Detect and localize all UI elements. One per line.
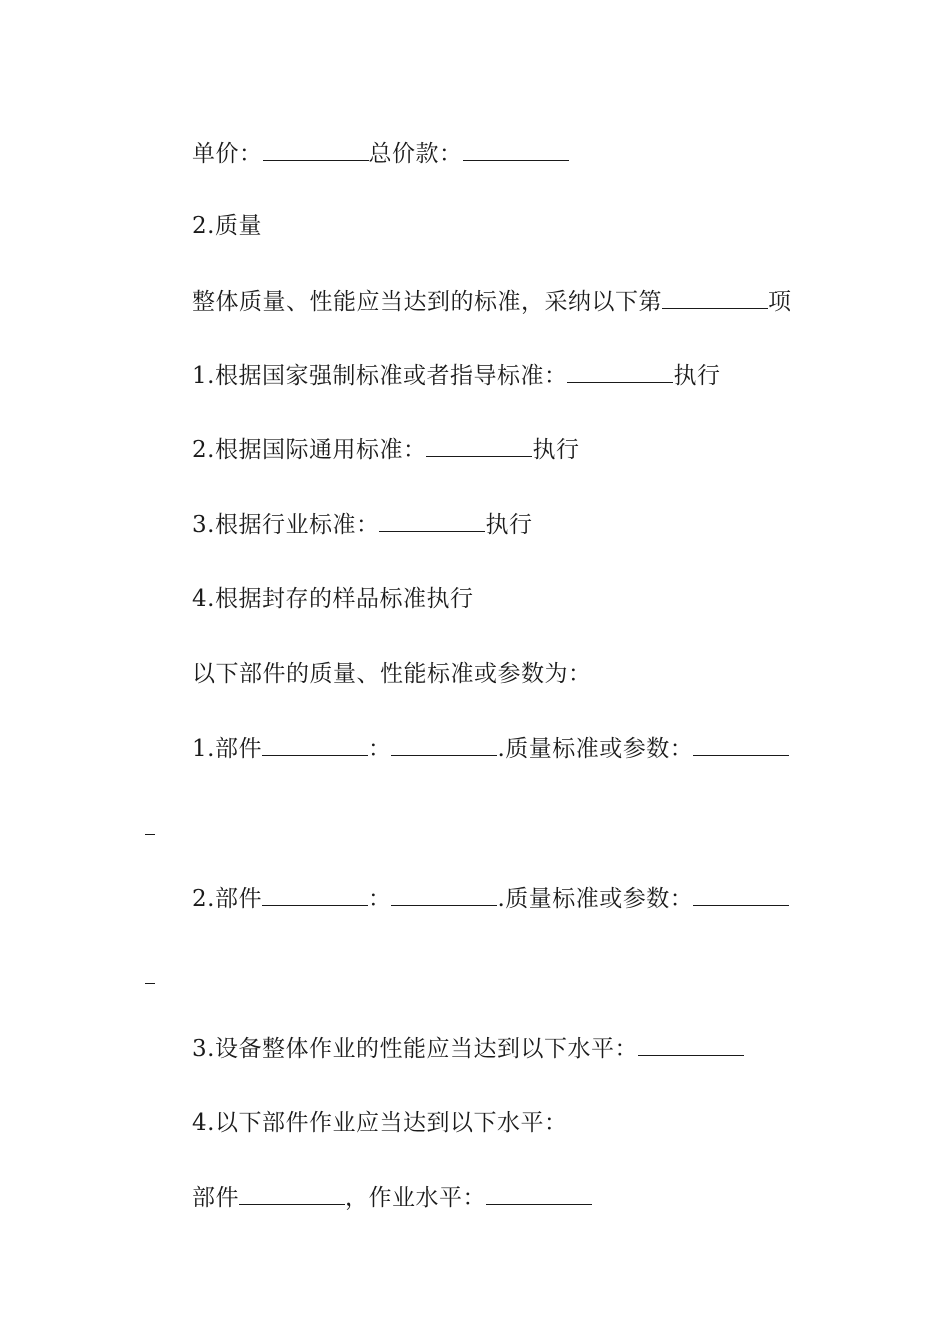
part-2-wrap-underline [145,983,155,984]
part-2-line [192,883,789,914]
industry-standard-blank [379,509,485,532]
part-level-line [192,1182,592,1213]
sample-standard-line [192,584,473,614]
total-price-blank [463,138,569,161]
international-standard-line [192,434,579,465]
national-standard-line [192,360,720,391]
part-1-colon: ： [367,736,392,762]
part-2-param-label: .质量标准或参数： [497,886,694,912]
part-1-wrap-underline [145,834,155,835]
part-2-param-blank [693,883,789,906]
part-2-name-blank [262,883,368,906]
standard-choice-line [192,286,792,317]
part-2-label: 2.部件 [192,886,262,912]
parts-intro-text: 以下部件的质量、性能标准或参数为： [192,661,592,687]
national-standard-suffix: 执行 [673,363,721,389]
standard-choice-blank [662,286,768,309]
unit-price-label: 单价： [192,141,263,167]
total-price-label: 总价款： [368,141,463,167]
sample-standard-text: 4.根据封存的样品标准执行 [192,586,474,612]
industry-standard-text: 3.根据行业标准： [192,512,380,538]
unit-price-blank [263,138,369,161]
part-level-label: 部件 [192,1185,239,1211]
part-1-name-blank [262,733,368,756]
overall-performance-blank [638,1033,744,1056]
overall-performance-line [192,1033,744,1064]
price-line [192,138,569,169]
part-1-param-blank [693,733,789,756]
part-2-spec-blank [391,883,497,906]
parts-performance-text: 4.以下部件作业应当达到以下水平： [192,1110,568,1136]
part-level-name-blank [239,1182,345,1205]
part-level-value-blank [486,1182,592,1205]
parts-intro-line [192,659,592,689]
part-2-colon: ： [367,886,392,912]
international-standard-suffix: 执行 [532,437,580,463]
national-standard-blank [567,360,673,383]
industry-standard-suffix: 执行 [485,512,533,538]
standard-choice-text: 整体质量、性能应当达到的标准，采纳以下第 [192,289,662,315]
quality-heading [192,211,262,241]
part-1-label: 1.部件 [192,736,262,762]
international-standard-blank [426,434,532,457]
industry-standard-line [192,509,532,540]
part-1-param-label: .质量标准或参数： [497,736,694,762]
quality-heading-text: 2.质量 [192,213,262,239]
part-1-spec-blank [391,733,497,756]
standard-choice-suffix: 项 [768,289,792,315]
part-1-line [192,733,789,764]
overall-performance-text: 3.设备整体作业的性能应当达到以下水平： [192,1036,638,1062]
part-level-text: ，作业水平： [345,1185,486,1211]
national-standard-text: 1.根据国家强制标准或者指导标准： [192,363,568,389]
international-standard-text: 2.根据国际通用标准： [192,437,427,463]
parts-performance-line [192,1108,567,1138]
